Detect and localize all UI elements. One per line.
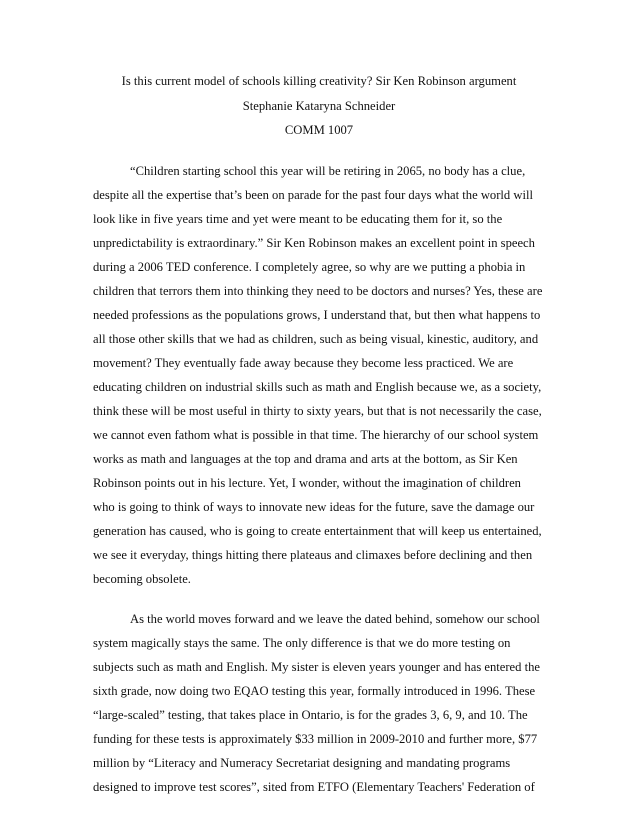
- document-course: COMM 1007: [284, 123, 354, 137]
- paragraph-line: who is going to think of ways to innovate new ideas for the future, save the damage our: [93, 500, 535, 514]
- paragraph-line: we see it everyday, things hitting there plateaus and climaxes before declining and then: [93, 548, 533, 562]
- paragraph-line: As the world moves forward and we leave the dated behind, somehow our school: [130, 612, 540, 626]
- paragraph-line: becoming obsolete.: [93, 572, 191, 586]
- paragraph-line: unpredictability is extraordinary.” Sir Ken Robinson makes an excellent point in speech: [93, 236, 535, 250]
- paragraph-line: all those other skills that we had as children, such as being visual, kinestic, auditory, and: [93, 332, 539, 346]
- paragraph-line: think these will be most useful in thirty to sixty years, but that is not necessarily the case,: [93, 404, 542, 418]
- paragraph-line: Robinson points out in his lecture. Yet, I wonder, without the imagination of children: [93, 476, 521, 490]
- paragraph-line: educating children on industrial skills such as math and English because we, as a society,: [93, 380, 542, 394]
- paragraph-line: million by “Literacy and Numeracy Secretariat designing and mandating programs: [93, 756, 511, 770]
- paragraph-line: “large-scaled” testing, that takes place in Ontario, is for the grades 3, 6, 9, and 10. The: [93, 708, 528, 722]
- paragraph-line: during a 2006 TED conference. I completely agree, so why are we putting a phobia in: [93, 260, 526, 274]
- paragraph-line: movement? They eventually fade away because they become less practiced. We are: [93, 356, 514, 370]
- document-author: Stephanie Kataryna Schneider: [242, 99, 396, 113]
- paragraph-line: works as math and languages at the top and drama and arts at the bottom, as Sir Ken: [93, 452, 518, 466]
- paragraph-line: sixth grade, now doing two EQAO testing this year, formally introduced in 1996. These: [93, 684, 536, 698]
- paragraph-line: despite all the expertise that’s been on parade for the past four days what the world will: [93, 188, 533, 202]
- paragraph-line: funding for these tests is approximately $33 million in 2009-2010 and further more, $77: [93, 732, 538, 746]
- document-title: Is this current model of schools killing creativity? Sir Ken Robinson argument: [121, 74, 517, 88]
- paragraph-line: children that terrors them into thinking they need to be doctors and nurses? Yes, these are: [93, 284, 543, 298]
- paragraph-line: look like in five years time and yet were meant to be educating them for it, so the: [93, 212, 503, 226]
- paragraph-line: subjects such as math and English. My sister is eleven years younger and has entered the: [93, 660, 540, 674]
- paragraph-line: “Children starting school this year will be retiring in 2065, no body has a clue,: [130, 164, 526, 178]
- paragraph-line: designed to improve test scores”, sited from ETFO (Elementary Teachers' Federation of: [93, 780, 535, 794]
- paragraph-line: generation has caused, who is going to create entertainment that will keep us entertained,: [93, 524, 542, 538]
- paragraph-line: we cannot even fathom what is possible in that time. The hierarchy of our school system: [93, 428, 539, 442]
- paragraph-line: needed professions as the populations grows, I understand that, but then what happens to: [93, 308, 541, 322]
- paragraph-line: system magically stays the same. The only difference is that we do more testing on: [93, 636, 511, 650]
